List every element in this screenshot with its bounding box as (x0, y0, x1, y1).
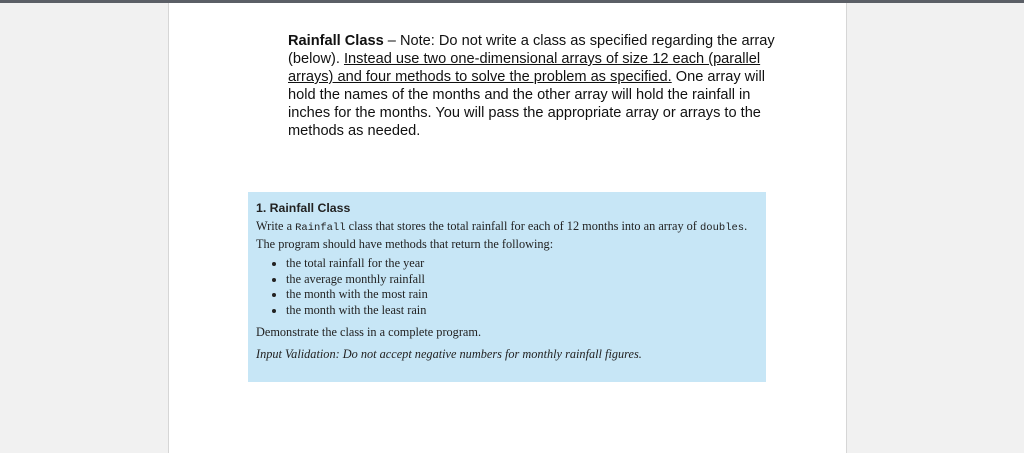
document-page (168, 3, 847, 453)
note-title: Rainfall Class (288, 33, 384, 49)
code-rainfall: Rainfall (295, 222, 346, 234)
desc-part-1: Write a (256, 219, 296, 233)
code-doubles: doubles (699, 222, 745, 234)
note-text-rest: One array will hold the names of the months and the other array will hold the rainfall in inches for the months. You will pass the appropriate array or arrays to the methods as needed. (288, 69, 765, 139)
excerpt-heading: 1. Rainfall Class (256, 201, 351, 215)
input-validation-text: Input Validation: Do not accept negative numbers for monthly rainfall figures. (256, 347, 642, 361)
assignment-note (288, 32, 778, 140)
excerpt-description (256, 218, 756, 252)
note-dash: – (383, 33, 400, 49)
note-underlined-instruction: Instead use two one-dimensional arrays of size 12 each (parallel arrays) and four methods to solve the problem as specified. (288, 51, 761, 85)
desc-part-2: class that stores the total rainfall for each of 12 months into an array of (345, 219, 700, 233)
list-item: • the month with the least rain (286, 303, 756, 319)
list-item: • the month with the most rain (286, 287, 756, 303)
note-text-intro: Note: Do not write a class as specified regarding the array (below). (288, 33, 775, 67)
list-item: • the average monthly rainfall (286, 272, 756, 288)
demonstrate-text: Demonstrate the class in a complete program. (256, 325, 482, 339)
desc-part-3: . The program should have methods that return the following: (256, 219, 748, 251)
textbook-excerpt-box (248, 192, 766, 382)
list-item: • the total rainfall for the year (286, 256, 756, 272)
requirements-list (256, 256, 756, 318)
